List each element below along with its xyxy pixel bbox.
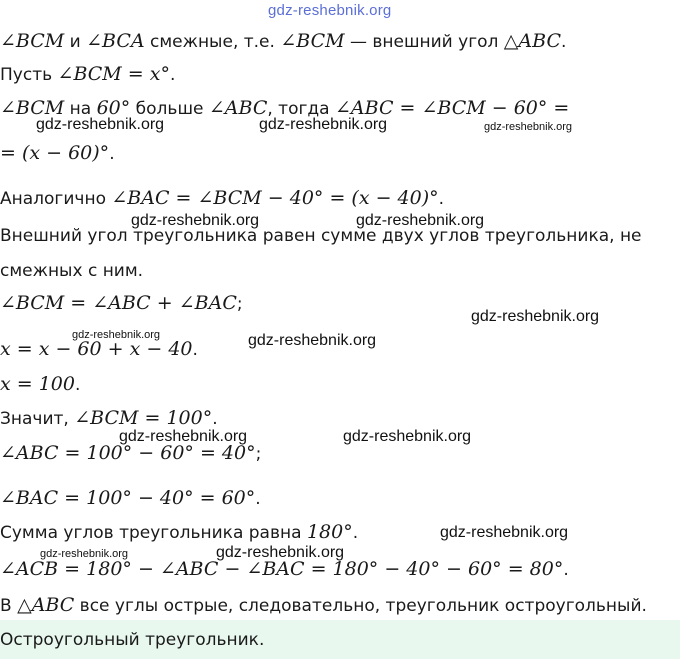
- watermark: gdz-reshebnik.org: [36, 116, 165, 133]
- answer-box: [0, 620, 680, 659]
- watermark: gdz-reshebnik.org: [72, 329, 161, 341]
- text-fragment: Аналогично: [0, 189, 112, 209]
- text-fragment: .: [563, 560, 569, 580]
- text-fragment: смежные, т.е.: [144, 32, 281, 52]
- text-fragment: Внешний угол треугольника равен сумме двух углов треугольника, не: [0, 226, 642, 246]
- text-fragment: .: [560, 32, 567, 52]
- watermark: gdz-reshebnik.org: [343, 428, 472, 445]
- text-fragment: , тогда: [267, 99, 335, 119]
- math-expression: ∠ACB = 180° − ∠ABC − ∠BAC = 180° − 40° − 60° = 80°: [0, 558, 564, 580]
- text-line: [0, 225, 642, 247]
- math-expression: ∠BCM = ∠ABC + ∠BAC: [0, 292, 237, 314]
- math-expression: △ABC: [503, 30, 561, 52]
- math-expression: 180°: [306, 521, 353, 543]
- text-fragment: ;: [236, 294, 243, 314]
- watermark: gdz-reshebnik.org: [40, 548, 129, 560]
- text-fragment: Пусть: [0, 65, 58, 85]
- text-line: [0, 260, 143, 282]
- math-expression: ∠ABC: [208, 97, 268, 119]
- math-expression: △ABC: [17, 594, 75, 616]
- text-line: [0, 63, 175, 86]
- answer-text: Остроугольный треугольник.: [0, 630, 265, 650]
- text-line: [0, 521, 358, 544]
- text-fragment: .: [169, 65, 176, 85]
- text-fragment: .: [212, 409, 218, 429]
- text-line: [0, 407, 218, 430]
- text-fragment: .: [352, 523, 359, 543]
- text-line: [0, 487, 261, 510]
- text-fragment: и: [64, 32, 87, 52]
- math-expression: ∠BCM = 100°: [74, 407, 213, 429]
- math-expression: ∠BCA: [86, 30, 145, 52]
- watermark: gdz-reshebnik.org: [484, 121, 573, 133]
- watermark: gdz-reshebnik.org: [119, 428, 248, 445]
- text-fragment: .: [74, 375, 81, 395]
- text-fragment: больше: [130, 99, 209, 119]
- text-fragment: Сумма углов треугольника равна: [0, 523, 307, 543]
- text-line: [0, 338, 198, 361]
- text-fragment: все углы острые, следовательно, треугольник остроугольный.: [74, 596, 647, 616]
- math-expression: ∠BCM: [280, 30, 345, 52]
- text-fragment: .: [192, 340, 198, 360]
- math-expression: ∠BCM: [0, 97, 65, 119]
- math-expression: 60°: [96, 97, 131, 119]
- watermark: gdz-reshebnik.org: [248, 332, 377, 349]
- watermark: gdz-reshebnik.org: [259, 116, 388, 133]
- text-fragment: — внешний угол: [344, 32, 504, 52]
- text-fragment: .: [109, 144, 115, 164]
- watermark: gdz-reshebnik.org: [440, 524, 569, 541]
- text-line: [0, 594, 647, 617]
- math-expression: ∠BCM = x°: [57, 63, 170, 85]
- text-line: [0, 30, 566, 53]
- watermark: gdz-reshebnik.org: [471, 308, 600, 325]
- math-expression: x = 100: [0, 373, 75, 395]
- text-line: [0, 142, 115, 165]
- watermark: gdz-reshebnik.org: [131, 212, 260, 229]
- math-expression: x = x − 60 + x − 40: [0, 338, 193, 360]
- text-fragment: .: [438, 189, 445, 209]
- text-fragment: ;: [255, 444, 262, 464]
- text-fragment: на: [64, 99, 97, 119]
- math-expression: ∠BAC = 100° − 40° = 60°: [0, 487, 256, 509]
- text-line: [0, 373, 80, 396]
- watermark-top: gdz-reshebnik.org: [268, 2, 392, 19]
- text-fragment: Значит,: [0, 409, 75, 429]
- text-fragment: .: [255, 489, 261, 509]
- math-expression: ∠ABC = ∠BCM − 60° =: [334, 97, 570, 119]
- watermark: gdz-reshebnik.org: [356, 212, 485, 229]
- math-expression: ∠BCM: [0, 30, 65, 52]
- watermark: gdz-reshebnik.org: [216, 544, 345, 561]
- text-fragment: В: [0, 596, 18, 616]
- text-line: [0, 292, 243, 315]
- text-line: [0, 187, 444, 210]
- math-expression: ∠ABC = 100° − 60° = 40°: [0, 442, 256, 464]
- text-fragment: смежных с ним.: [0, 261, 144, 281]
- math-expression: ∠BAC = ∠BCM − 40° = (x − 40)°: [111, 187, 439, 209]
- math-expression: = (x − 60)°: [0, 142, 110, 164]
